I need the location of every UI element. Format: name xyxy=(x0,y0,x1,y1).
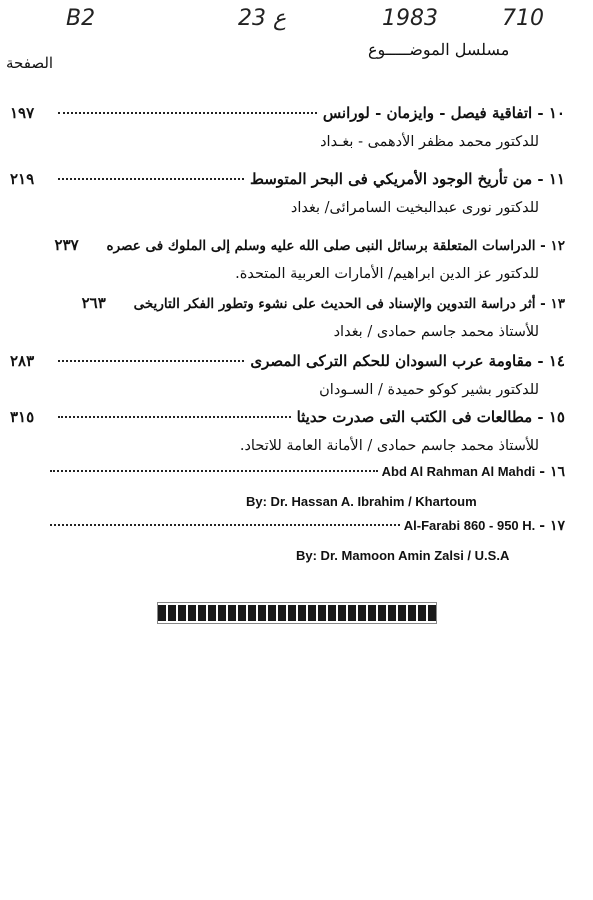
entry-number: ١٧ - xyxy=(539,518,565,534)
entry-title: Al-Farabi 860 - 950 H. xyxy=(403,518,536,533)
dot-leader xyxy=(58,112,317,114)
entry-title: ١٥ - مطالعات فى الكتب التى صدرت حديثا xyxy=(296,408,565,426)
toc-entry xyxy=(10,408,565,454)
entry-page-number: ٢٦٣ xyxy=(81,294,106,312)
entry-page-number: ١٩٧ xyxy=(10,104,35,122)
entry-title: ١٣ - أثر دراسة التدوين والإسناد فى الحديث على نشوء وتطور الفكر التاريخى xyxy=(133,296,565,312)
entry-page-number: ٢٣٧ xyxy=(54,236,79,254)
entry-number: ١٤ xyxy=(548,352,565,370)
entry-number: ١٢ xyxy=(550,238,565,254)
toc-entry xyxy=(10,104,565,150)
entry-title-text: مقاومة عرب السودان للحكم التركى المصرى xyxy=(250,352,533,370)
handwritten-note: 710 xyxy=(502,6,544,31)
entry-number: ١٠ xyxy=(548,104,565,122)
toc-entry xyxy=(10,352,565,398)
entry-page-number: ٢٨٣ xyxy=(10,352,35,370)
toc-entry-latin xyxy=(10,464,565,509)
toc-entry-latin xyxy=(10,518,565,563)
entry-number: ١٥ xyxy=(548,408,565,426)
handwritten-note: B2 xyxy=(66,6,96,31)
entry-page-number: ٢١٩ xyxy=(10,170,35,188)
entry-author: للدكتور نورى عبدالبخيت السامرائى/ بغداد xyxy=(290,200,539,216)
entry-title: ١٢ - الدراسات المتعلقة برسائل النبى صلى الله عليه وسلم إلى الملوك فى عصره xyxy=(106,238,565,254)
entry-title-text: من تأريخ الوجود الأمريكي فى البحر المتوسط xyxy=(250,170,533,188)
toc-entry xyxy=(10,294,565,340)
entry-title: ١٠ - اتفاقية فيصل - وايزمان - لورانس xyxy=(322,104,565,122)
decorative-divider xyxy=(158,603,436,623)
dot-leader xyxy=(50,470,378,472)
entry-author: By: Dr. Hassan A. Ibrahim / Khartoum xyxy=(246,494,477,509)
dot-leader xyxy=(58,178,244,180)
handwritten-note: 23 ع xyxy=(238,6,287,31)
entry-title-text: اتفاقية فيصل - وايزمان - لورانس xyxy=(322,104,533,122)
entry-title: Abd Al Rahman Al Mahdi xyxy=(381,464,536,479)
entry-author: للأستاذ محمد جاسم حمادى / الأمانة العامة للاتحاد. xyxy=(239,438,539,454)
entry-author: للدكتور محمد مظفر الأدهمى - بغـداد xyxy=(320,134,539,150)
dot-leader xyxy=(50,524,400,526)
entry-title-text: الدراسات المتعلقة برسائل النبى صلى الله عليه وسلم إلى الملوك فى عصره xyxy=(106,238,536,254)
dot-leader xyxy=(58,360,244,362)
column-header-page: الصفحة xyxy=(6,54,54,72)
dot-leader xyxy=(58,416,291,418)
toc-entry xyxy=(10,236,565,282)
entry-title: ١١ - من تأريخ الوجود الأمريكي فى البحر المتوسط xyxy=(250,170,565,188)
entry-title: ١٤ - مقاومة عرب السودان للحكم التركى المصرى xyxy=(250,352,565,370)
entry-author: للدكتور بشير كوكو حميدة / السـودان xyxy=(319,382,539,398)
entry-author: للأستاذ محمد جاسم حمادى / بغداد xyxy=(333,324,539,340)
toc-entry xyxy=(10,170,565,216)
entry-author: By: Dr. Mamoon Amin Zalsi / U.S.A xyxy=(296,548,510,563)
column-header-subject: مسلسل الموضـــــوع xyxy=(368,40,510,59)
entry-page-number: ٣١٥ xyxy=(10,408,35,426)
entry-number: ١٣ xyxy=(550,296,565,312)
entry-number: ١١ xyxy=(548,170,565,188)
entry-author: للدكتور عز الدين ابراهيم/ الأمارات العربية المتحدة. xyxy=(235,266,539,282)
entry-number: ١٦ - xyxy=(539,464,565,480)
entry-title-text: أثر دراسة التدوين والإسناد فى الحديث على نشوء وتطور الفكر التاريخى xyxy=(133,296,536,312)
entry-title-text: مطالعات فى الكتب التى صدرت حديثا xyxy=(296,408,533,426)
handwritten-note: 1983 xyxy=(382,6,438,31)
